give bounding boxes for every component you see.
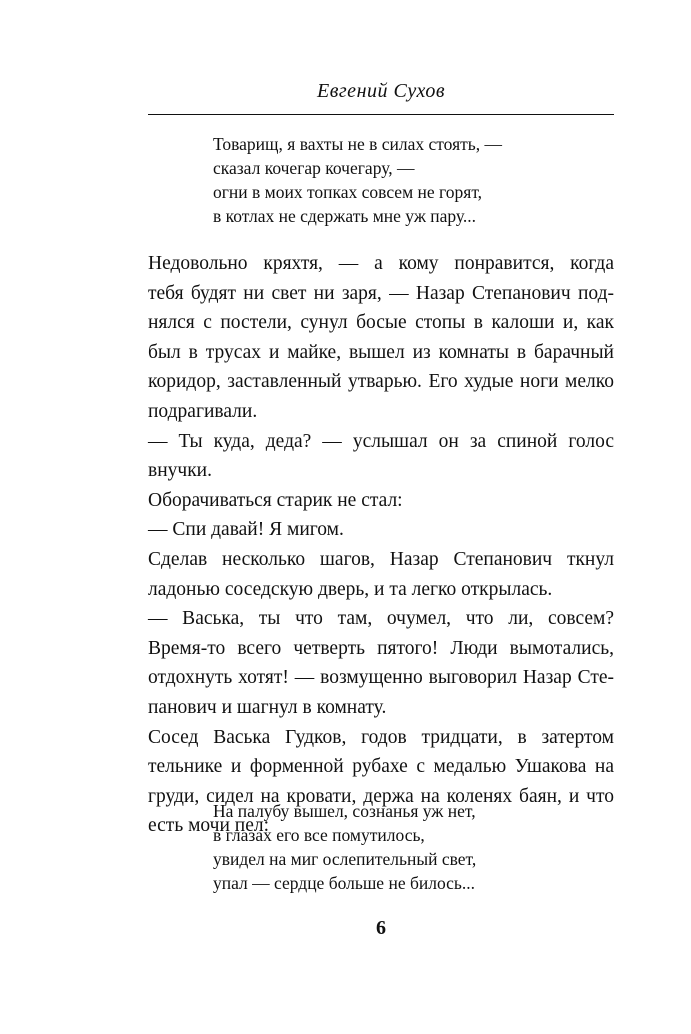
paragraph-line: ладонью соседскую дверь, и та легко открылась. — [148, 578, 553, 600]
paragraph-line: нялся с постели, сунул босые стопы в калоши и, как — [148, 312, 614, 334]
paragraph-line: панович и шагнул в комнату. — [148, 696, 387, 718]
paragraph-line: внучки. — [148, 460, 212, 482]
paragraph-line: — Ты куда, деда? — услышал он за спиной голос — [148, 430, 614, 452]
song-verse — [213, 799, 613, 895]
running-head-author: Евгений Сухов — [316, 80, 445, 102]
verse-line: огни в моих топках совсем не горят, — [213, 182, 483, 202]
body-text — [148, 249, 614, 841]
verse-line: сказал кочегар кочегару, — — [213, 158, 415, 178]
paragraph-line: Сосед Васька Гудков, годов тридцати, в затертом — [148, 726, 614, 748]
verse-line: На палубу вышел, сознанья уж нет, — [213, 801, 476, 821]
verse-line: упал — сердце больше не билось... — [213, 873, 476, 893]
verse-line: в котлах не сдержать мне уж пару... — [213, 206, 477, 226]
paragraph-line: тельнике и форменной рубахе с медалью Ушакова на — [148, 756, 614, 778]
paragraph-line: — Васька, ты что там, очумел, что ли, совсем? — [148, 608, 614, 630]
paragraph-line: отдохнуть хотят! — возмущенно выговорил Назар Сте- — [148, 667, 614, 689]
header-rule — [148, 114, 614, 115]
paragraph-line: подрагивали. — [148, 400, 258, 422]
verse-line: Товарищ, я вахты не в силах стоять, — — [213, 134, 503, 154]
paragraph-line: тебя будят ни свет ни заря, — Назар Степанович под- — [148, 282, 614, 304]
paragraph-line: Недовольно кряхтя, — а кому понравится, когда — [148, 253, 614, 274]
paragraph-line: — Спи давай! Я мигом. — [148, 519, 344, 541]
paragraph-line: Оборачиваться старик не стал: — [148, 489, 403, 511]
paragraph-line: груди, сидел на кровати, держа на коленях баян, и что — [148, 785, 614, 807]
paragraph-line: Время-то всего четверть пятого! Люди вымотались, — [148, 637, 614, 659]
verse-line: в глазах его все помутилось, — [213, 825, 425, 845]
page-number: 6 — [376, 917, 386, 939]
paragraph-line: коридор, заставленный утварью. Его худые ноги мелко — [148, 371, 614, 393]
verse-line: увидел на миг ослепительный свет, — [213, 849, 477, 869]
paragraph-line: Сделав несколько шагов, Назар Степанович ткнул — [148, 548, 614, 570]
paragraph-line: был в трусах и майке, вышел из комнаты в барачный — [148, 341, 614, 363]
paragraph-line: есть мочи пел: — [148, 815, 270, 837]
epigraph-verse — [213, 132, 613, 228]
